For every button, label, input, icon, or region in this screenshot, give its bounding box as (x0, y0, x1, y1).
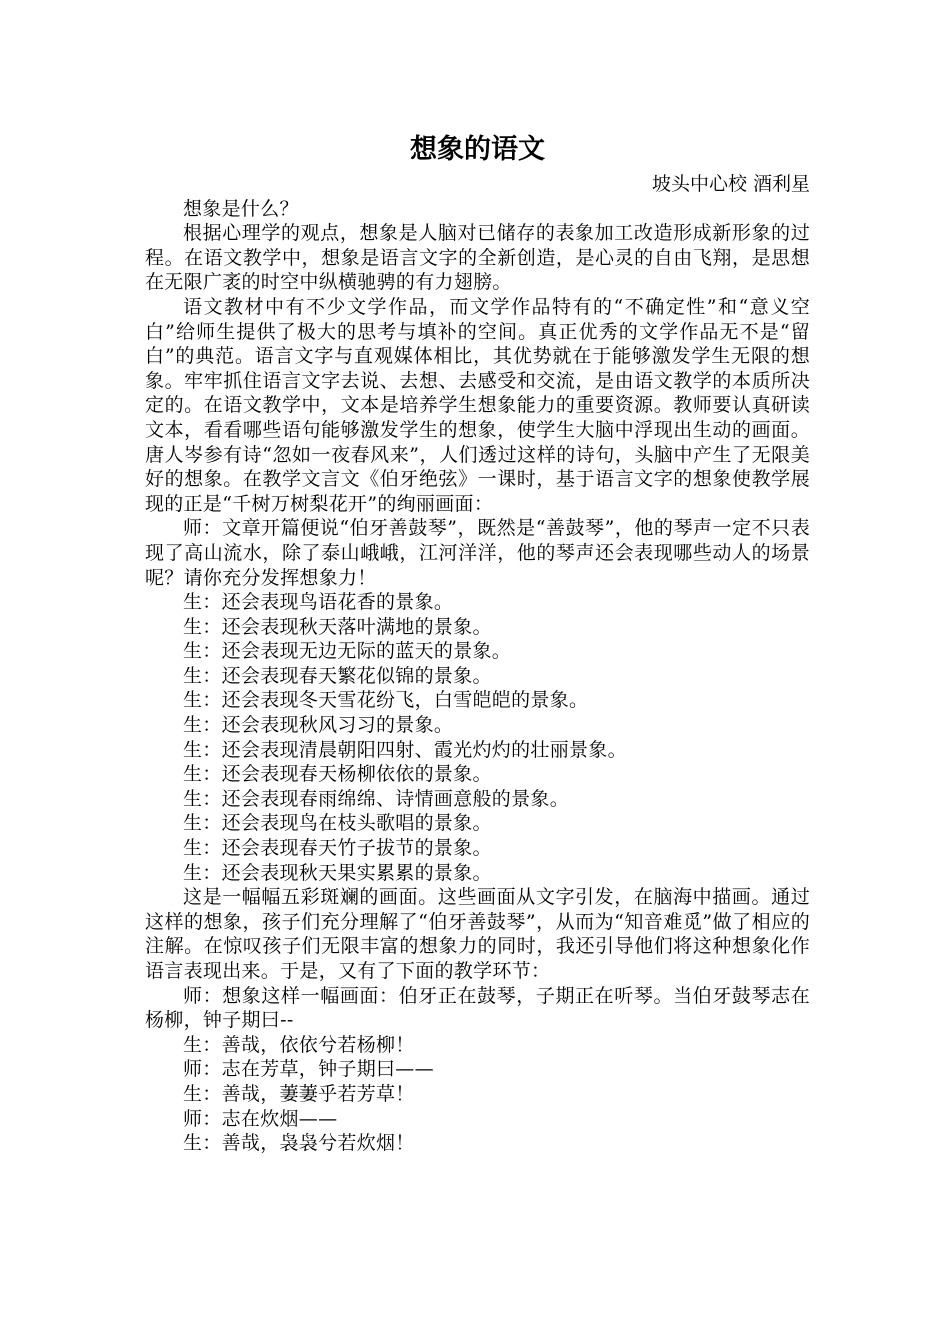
document-author: 坡头中心校 酒利星 (651, 173, 810, 195)
paragraph: 生：还会表现秋风习习的景象。 (183, 714, 454, 737)
paragraph: 生：还会表现秋天落叶满地的景象。 (183, 615, 492, 638)
paragraph: 师：志在芳草，钟子期曰—— (183, 1058, 434, 1081)
paragraph: 想象是什么？ (183, 197, 299, 220)
paragraph: 生：还会表现春天竹子拔节的景象。 (183, 837, 492, 860)
paragraph: 生：善哉，袅袅兮若炊烟！ (183, 1132, 415, 1155)
paragraph: 师：文章开篇便说“伯牙善鼓琴”，既然是“善鼓琴”，他的琴声一定不只表现了高山流水，除了泰山峨峨，江河洋洋，他的琴声还会表现哪些动人的场景呢？请你充分发挥想象力！ (145, 517, 810, 589)
paragraph: 根据心理学的观点，想象是人脑对已储存的表象加工改造形成新形象的过程。在语文教学中，想象是语言文字的全新创造，是心灵的自由飞翔，是思想在无限广袤的时空中纵横驰骋的有力翅膀。 (145, 222, 810, 294)
paragraph: 这是一幅幅五彩斑斓的画面。这些画面从文字引发，在脑海中描画。通过这样的想象，孩子们充分理解了“伯牙善鼓琴”，从而为“知音难觅”做了相应的注解。在惊叹孩子们无限丰富的想象力的同时，我还引导他们将这种想象化作语言表现出来。于是，又有了下面的教学环节： (145, 886, 810, 982)
paragraph: 生：还会表现春天繁花似锦的景象。 (183, 664, 492, 687)
paragraph: 生：善哉，依依兮若杨柳！ (183, 1033, 415, 1056)
paragraph: 语文教材中有不少文学作品，而文学作品特有的“不确定性”和“意义空白”给师生提供了极大的思考与填补的空间。真正优秀的文学作品无不是“留白”的典范。语言文字与直观媒体相比，其优势就在于能够激发学生无限的想象。牢牢抓住语言文字去说、去想、去感受和交流，是由语文教学的本质所决定的。在语文教学中，文本是培养学生想象能力的重要资源。教师要认真研读文本，看看哪些语句能够激发学生的想象，使学生大脑中浮现出生动的画面。唐人岑参有诗“忽如一夜春风来”，人们透过这样的诗句，头脑中产生了无限美好的想象。在教学文言文《伯牙绝弦》一课时，基于语言文字的想象使教学展现的正是“千树万树梨花开”的绚丽画面： (145, 295, 810, 515)
paragraph: 生：还会表现春雨绵绵、诗情画意般的景象。 (183, 787, 570, 810)
paragraph: 生：还会表现鸟语花香的景象。 (183, 591, 454, 614)
paragraph: 生：还会表现冬天雪花纷飞，白雪皑皑的景象。 (183, 689, 589, 712)
paragraph: 生：还会表现鸟在枝头歌唱的景象。 (183, 812, 492, 835)
paragraph: 生：还会表现清晨朝阳四射、霞光灼灼的壮丽景象。 (183, 738, 627, 761)
paragraph: 生：还会表现春天杨柳依依的景象。 (183, 763, 492, 786)
document-page (145, 128, 810, 1156)
paragraph: 生：还会表现秋天果实累累的景象。 (183, 861, 492, 884)
paragraph: 生：善哉，萋萋乎若芳草！ (183, 1082, 415, 1105)
document-body (145, 197, 810, 1156)
paragraph: 生：还会表现无边无际的蓝天的景象。 (183, 640, 512, 663)
paragraph: 师：志在炊烟—— (183, 1107, 338, 1130)
paragraph: 师：想象这样一幅画面：伯牙正在鼓琴，子期正在听琴。当伯牙鼓琴志在杨柳，钟子期曰-- (145, 984, 810, 1032)
document-title: 想象的语文 (410, 134, 545, 165)
